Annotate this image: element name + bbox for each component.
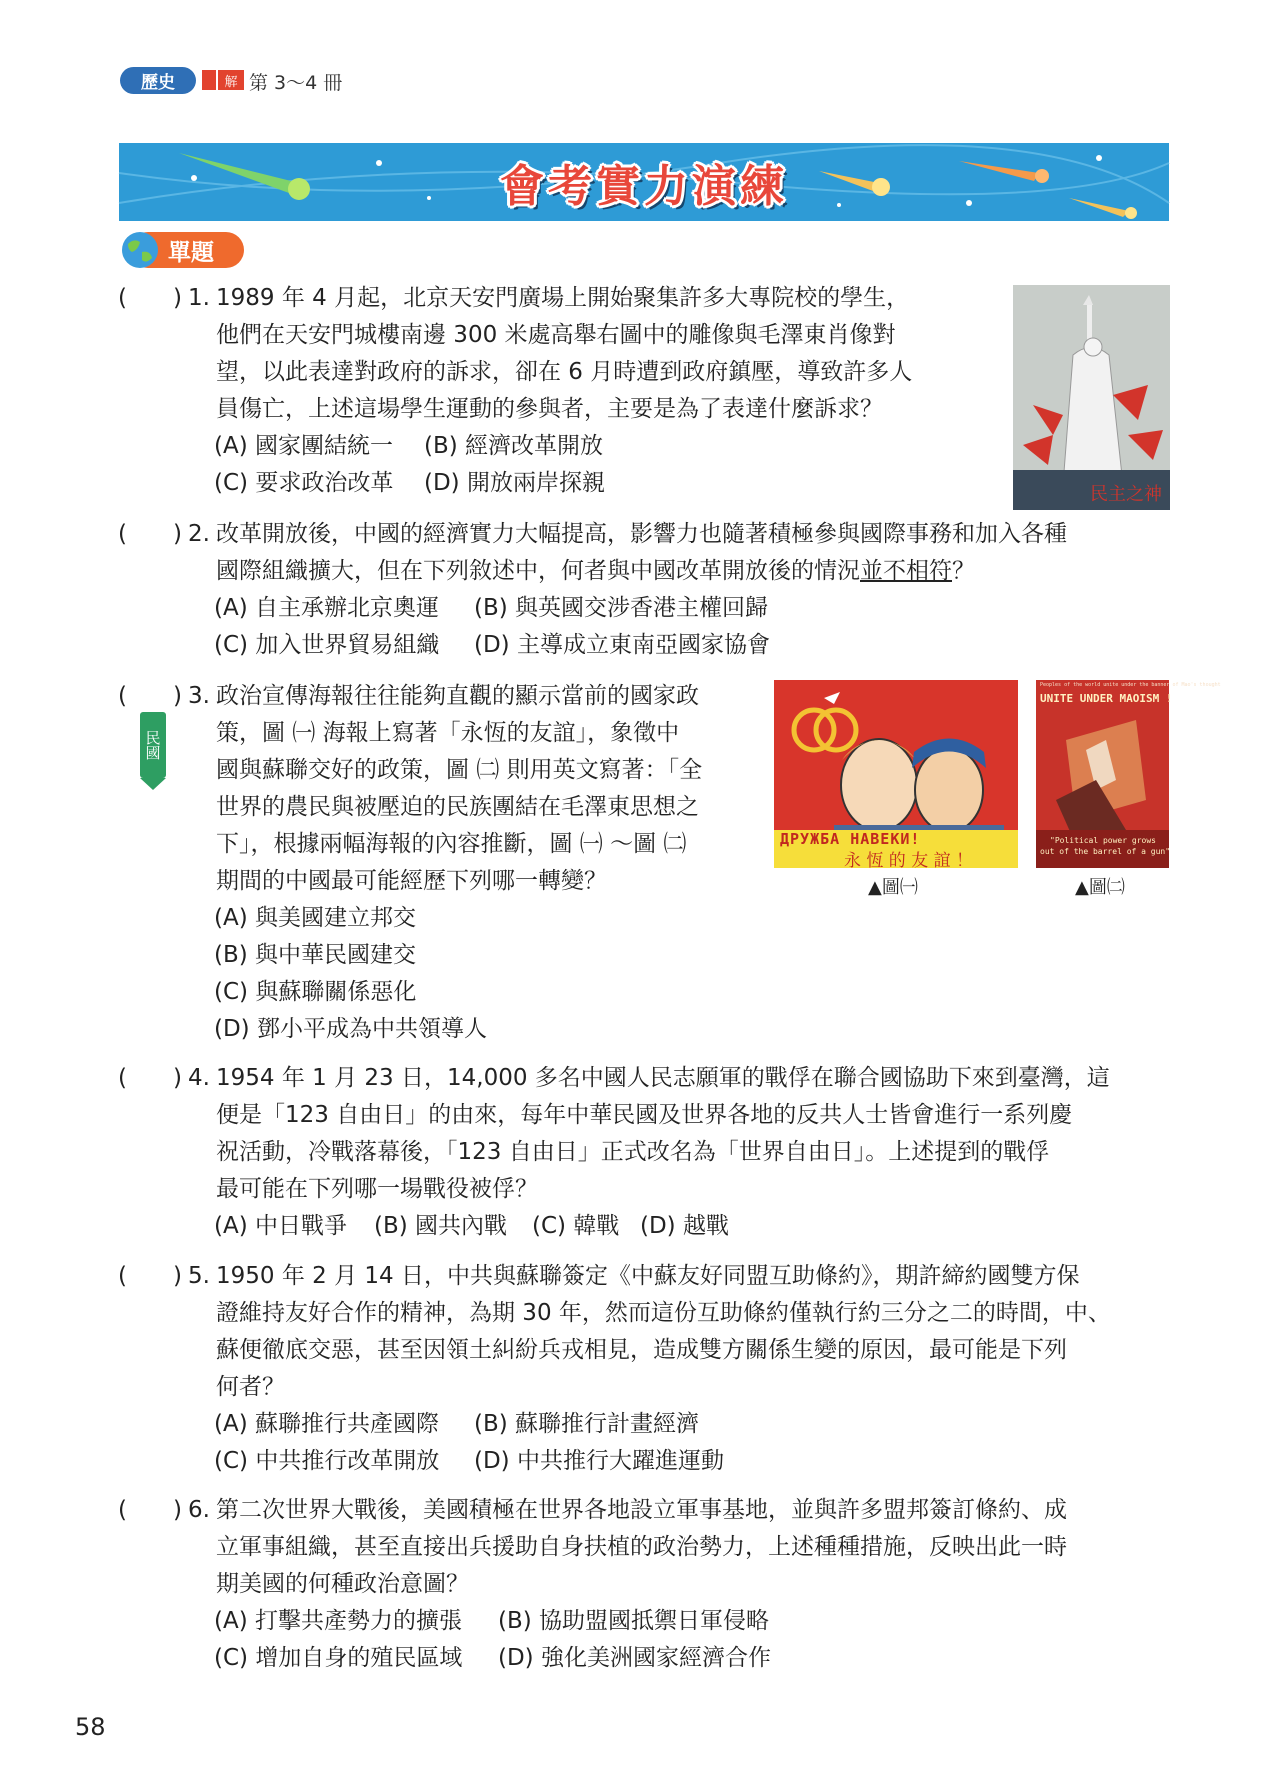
option-d[interactable]: (D) 強化美洲國家經濟合作 bbox=[498, 1645, 771, 1671]
subject-badge: 歷史 bbox=[120, 67, 196, 94]
option-b[interactable]: (B) 與英國交涉香港主權回歸 bbox=[474, 595, 769, 621]
option-c[interactable]: (C) 與蘇聯關係惡化 bbox=[214, 979, 417, 1005]
answer-blank[interactable]: ( ) bbox=[118, 1263, 182, 1289]
answer-blank[interactable]: ( ) bbox=[118, 521, 182, 547]
option-d[interactable]: (D) 開放兩岸探親 bbox=[424, 470, 605, 496]
globe-icon bbox=[120, 230, 160, 270]
option-c[interactable]: (C) 中共推行改革開放 bbox=[214, 1448, 440, 1474]
goddess-of-democracy-image bbox=[1013, 285, 1170, 510]
side-tag: 民國 bbox=[140, 712, 166, 778]
option-a[interactable]: (A) 打擊共產勢力的擴張 bbox=[214, 1608, 462, 1634]
question-stem: 政治宣傳海報往往能夠直觀的顯示當前的國家政 策，圖 ㈠ 海報上寫著「永恆的友誼」，象徵中 國與蘇聯交好的政策，圖 ㈡ 則用英文寫著：「全 世界的農民與被壓迫的民族團結在毛澤東思想之 下」，根據兩幅海報的內容推斷，圖 ㈠ ～圖 ㈡ 期間的中國最可能經歷下列哪一轉變？ bbox=[216, 683, 703, 894]
option-b[interactable]: (B) 經濟改革開放 bbox=[424, 433, 604, 459]
poster-2-image bbox=[1036, 680, 1221, 868]
option-b[interactable]: (B) 蘇聯推行計畫經濟 bbox=[474, 1411, 700, 1437]
option-b[interactable]: (B) 國共內戰 bbox=[374, 1213, 508, 1239]
option-a[interactable]: (A) 自主承辦北京奧運 bbox=[214, 595, 439, 621]
question-stem: 1989 年 4 月起，北京天安門廣場上開始聚集許多大專院校的學生， 他們在天安門城樓南邊 300 米處高舉右圖中的雕像與毛澤東肖像對 望，以此表達對政府的訴求，卻在 6 月時遭到政府鎮壓，導致許多人 員傷亡，上述這場學生運動的參與者，主要是為了表達什麼訴求？ bbox=[216, 285, 913, 422]
banner-title: 會考實力演練 bbox=[500, 161, 788, 212]
option-a[interactable]: (A) 與美國建立邦交 bbox=[214, 905, 416, 931]
section-banner bbox=[119, 143, 1169, 221]
answer-blank[interactable]: ( ) bbox=[118, 683, 182, 709]
question-number: 4. bbox=[188, 1065, 210, 1091]
option-d[interactable]: (D) 中共推行大躍進運動 bbox=[474, 1448, 724, 1474]
answer-blank[interactable]: ( ) bbox=[118, 285, 182, 311]
question-number: 5. bbox=[188, 1263, 210, 1289]
question-stem: 1950 年 2 月 14 日，中共與蘇聯簽定《中蘇友好同盟互助條約》，期許締約國雙方保 證維持友好合作的精神，為期 30 年，然而這份互助條約僅執行約三分之二的時間，中、 蘇便徹底交惡，甚至因領土糾紛兵戎相見，造成雙方關係生變的原因，最可能是下列 何者？ bbox=[216, 1263, 1111, 1400]
page-number: 58 bbox=[75, 1713, 106, 1741]
image-caption: 民主之神 bbox=[1090, 484, 1162, 505]
poster-1-russian: ДРУЖБА НАВЕКИ! bbox=[780, 830, 921, 848]
question-number: 1. bbox=[188, 285, 210, 311]
question-number: 2. bbox=[188, 521, 210, 547]
option-a[interactable]: (A) 國家團結統一 bbox=[214, 433, 393, 459]
header-mark-label: 解 bbox=[218, 70, 244, 90]
option-a[interactable]: (A) 中日戰爭 bbox=[214, 1213, 347, 1239]
poster-1-caption: ▲圖㈠ bbox=[868, 877, 918, 898]
option-d[interactable]: (D) 鄧小平成為中共領導人 bbox=[214, 1016, 487, 1042]
option-c[interactable]: (C) 增加自身的殖民區域 bbox=[214, 1645, 463, 1671]
header-mark bbox=[202, 70, 216, 90]
option-d[interactable]: (D) 越戰 bbox=[640, 1213, 729, 1239]
question-number: 6. bbox=[188, 1497, 210, 1523]
option-a[interactable]: (A) 蘇聯推行共產國際 bbox=[214, 1411, 439, 1437]
statue-icon bbox=[1013, 285, 1170, 510]
question-number: 3. bbox=[188, 683, 210, 709]
option-b[interactable]: (B) 與中華民國建交 bbox=[214, 942, 417, 968]
option-b[interactable]: (B) 協助盟國抵禦日軍侵略 bbox=[498, 1608, 770, 1634]
section-label: 單題 bbox=[168, 240, 214, 266]
option-c[interactable]: (C) 韓戰 bbox=[532, 1213, 620, 1239]
answer-blank[interactable]: ( ) bbox=[118, 1497, 182, 1523]
poster-2-quote-1: "Political power grows bbox=[1050, 836, 1156, 845]
option-c[interactable]: (C) 要求政治改革 bbox=[214, 470, 394, 496]
question-stem: 第二次世界大戰後，美國積極在世界各地設立軍事基地，並與許多盟邦簽訂條約、成 立軍事組織，甚至直接出兵援助自身扶植的政治勢力，上述種種措施，反映出此一時 期美國的何種政治意圖？ bbox=[216, 1497, 1067, 1597]
poster-1-image bbox=[774, 680, 1018, 871]
answer-blank[interactable]: ( ) bbox=[118, 1065, 182, 1091]
poster-2-quote-2: out of the barrel of a gun" bbox=[1040, 847, 1171, 856]
option-c[interactable]: (C) 加入世界貿易組織 bbox=[214, 632, 440, 658]
option-d[interactable]: (D) 主導成立東南亞國家協會 bbox=[474, 632, 770, 658]
poster-2-small-text: Peoples of the world unite under the banner of Mao's thought bbox=[1040, 682, 1221, 688]
poster-2-caption: ▲圖㈡ bbox=[1075, 877, 1125, 898]
volume-label: 第 3～4 冊 bbox=[249, 72, 343, 94]
poster-2-headline: UNITE UNDER MAOISM ! bbox=[1040, 692, 1173, 705]
poster-1-chinese: 永 恆 的 友 誼 ！ bbox=[844, 851, 974, 871]
underlined-keyword: 並不相符 bbox=[860, 558, 952, 584]
side-tag-arrow bbox=[140, 778, 166, 790]
question-stem: 1954 年 1 月 23 日，14,000 多名中國人民志願軍的戰俘在聯合國協助下來到臺灣，這 便是「123 自由日」的由來，每年中華民國及世界各地的反共人士皆會進行一系列慶 祝活動，冷戰落幕後，「123 自由日」正式改名為「世界自由日」。上述提到的戰俘 最可能在下列哪一場戰役被俘？ bbox=[216, 1065, 1110, 1202]
question-stem: 改革開放後，中國的經濟實力大幅提高，影響力也隨著積極參與國際事務和加入各種 國際組織擴大，但在下列敘述中，何者與中國改革開放後的情況並不相符？ bbox=[216, 521, 1067, 584]
